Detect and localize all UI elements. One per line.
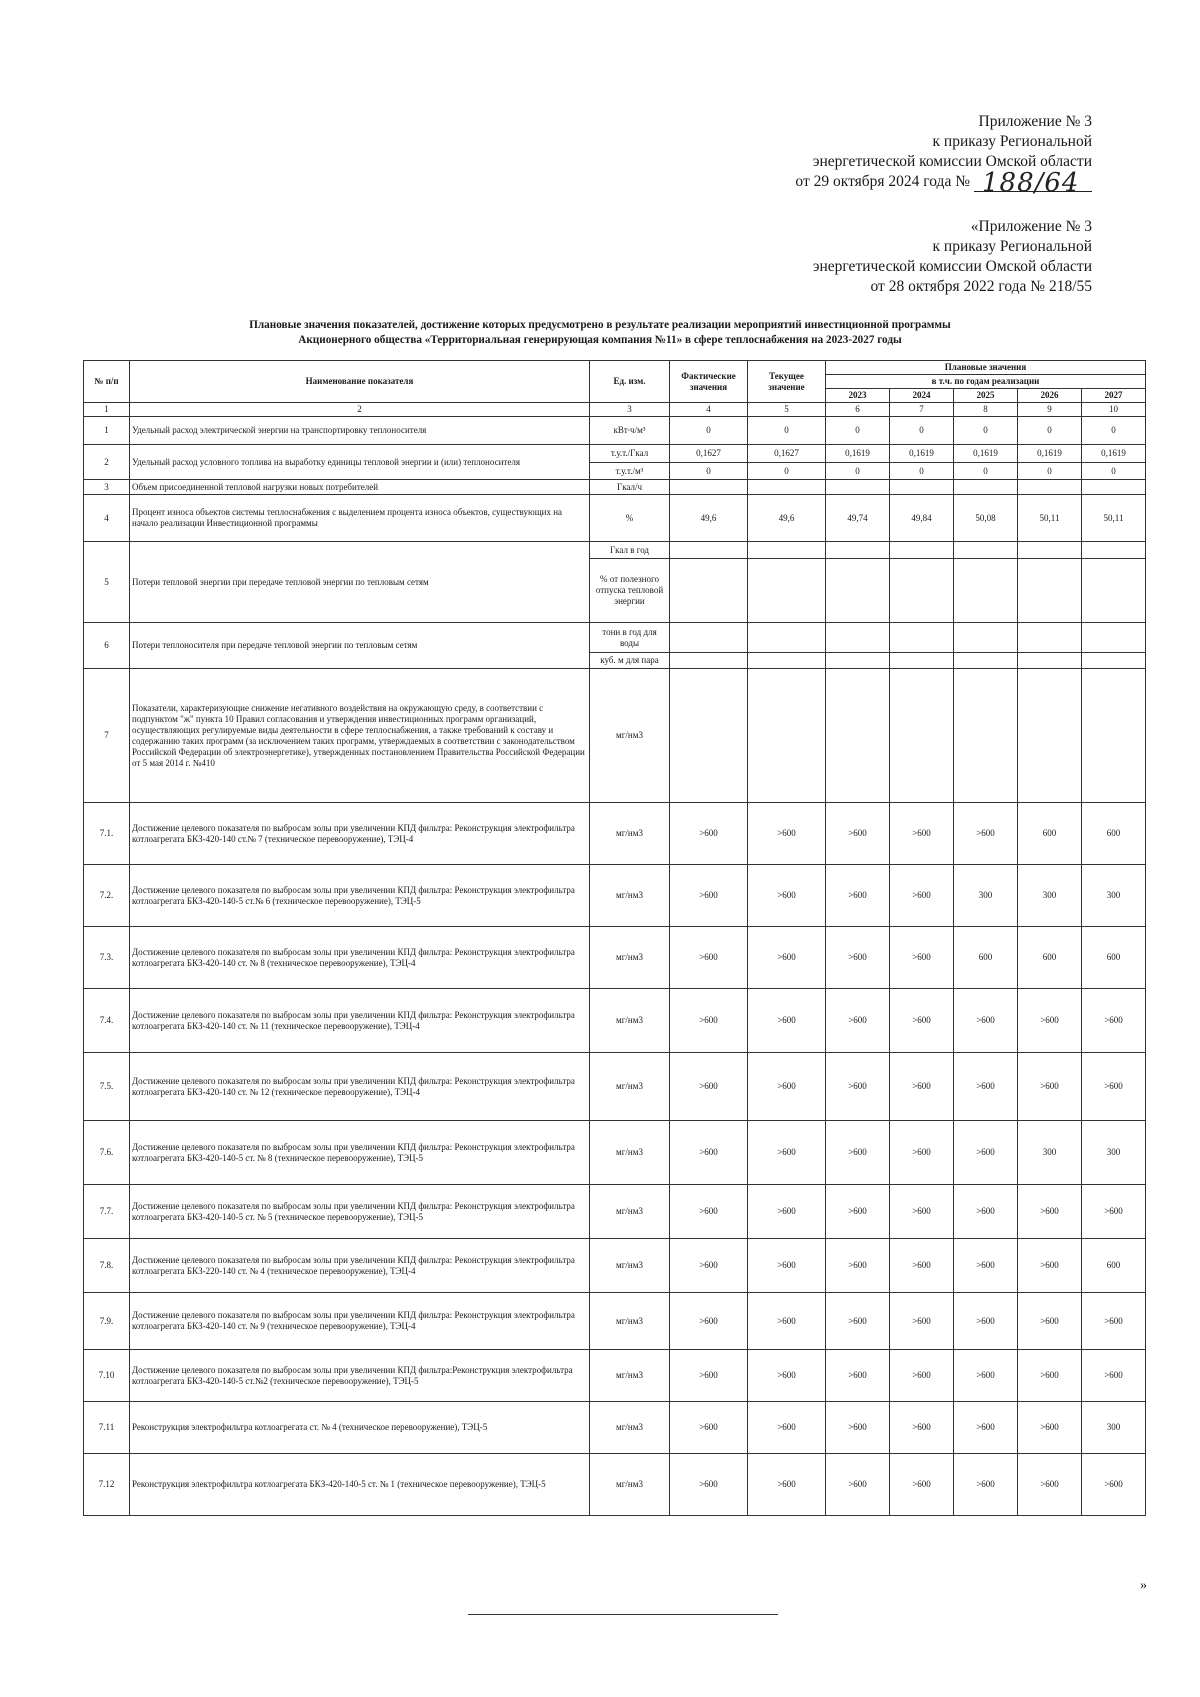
cell-2027 <box>1082 623 1146 653</box>
table-row <box>84 542 1146 559</box>
cell-fact <box>670 669 748 803</box>
cell-fact: >600 <box>670 927 748 989</box>
row-unit: мг/нм3 <box>590 989 670 1053</box>
footer-divider <box>468 1614 778 1615</box>
cell-2024: 0 <box>890 463 954 480</box>
col-number: 1 <box>84 403 130 417</box>
row-name: Показатели, характеризующие снижение негативного воздействия на окружающую среду, в соответствии с подпунктом "ж" пункта 10 Правил согласования и утверждения инвестиционных программ организаций, осуществляющих регулируемые виды деятельности в сфере теплоснабжения, а также требований к составу и содержанию таких программ (за исключением таких программ, утверждаемых в соответствии с законодательством Российской Федерации об электроэнергетике), утвержденных постановлением Правительства Российской Федерации от 5 мая 2014 г. №410 <box>130 669 590 803</box>
row-name: Достижение целевого показателя по выбросам золы при увеличении КПД фильтра: Реконструкция электрофильтра котлоагрегата БКЗ-420-140 ст. № 12 (техническое перевооружение), ТЭЦ-4 <box>130 1053 590 1121</box>
row-number: 7.12 <box>84 1454 130 1516</box>
handwritten-number: 188/64 <box>982 168 1080 198</box>
table-row <box>84 623 1146 653</box>
cell-2025 <box>954 623 1018 653</box>
cell-current: 0 <box>748 463 826 480</box>
cell-2026 <box>1018 559 1082 623</box>
cell-2024 <box>890 559 954 623</box>
header-year: 2027 <box>1082 389 1146 403</box>
col-number: 3 <box>590 403 670 417</box>
cell-2023: >600 <box>826 1053 890 1121</box>
row-name: Достижение целевого показателя по выбросам золы при увеличении КПД фильтра: Реконструкция электрофильтра котлоагрегата БКЗ-420-140 ст. № 8 (техническое перевооружение), ТЭЦ-4 <box>130 927 590 989</box>
table-row <box>84 1185 1146 1239</box>
cell-fact: 0,1627 <box>670 445 748 463</box>
cell-2024: >600 <box>890 1402 954 1454</box>
cell-2025: >600 <box>954 989 1018 1053</box>
cell-current <box>748 480 826 495</box>
table-row <box>84 989 1146 1053</box>
cell-current: >600 <box>748 1185 826 1239</box>
cell-2024: >600 <box>890 1239 954 1293</box>
row-name: Достижение целевого показателя по выбросам золы при увеличении КПД фильтра: Реконструкция электрофильтра котлоагрегата БКЗ-420-140 ст.№ 7 (техническое перевооружение), ТЭЦ-4 <box>130 803 590 865</box>
cell-2026: 600 <box>1018 803 1082 865</box>
cell-2023: >600 <box>826 865 890 927</box>
cell-2023 <box>826 542 890 559</box>
cell-2027 <box>1082 542 1146 559</box>
cell-fact: >600 <box>670 1053 748 1121</box>
header-year: 2025 <box>954 389 1018 403</box>
cell-2023: 0,1619 <box>826 445 890 463</box>
row-name: Достижение целевого показателя по выбросам золы при увеличении КПД фильтра: Реконструкция электрофильтра котлоагрегата БКЗ-420-140-5 ст. № 8 (техническое перевооружение), ТЭЦ-5 <box>130 1121 590 1185</box>
header-by-years: в т.ч. по годам реализации <box>826 375 1146 389</box>
header-line: к приказу Региональной <box>932 133 1092 150</box>
cell-2023: >600 <box>826 1185 890 1239</box>
cell-2023: >600 <box>826 803 890 865</box>
cell-current: 49,6 <box>748 495 826 542</box>
row-number: 7 <box>84 669 130 803</box>
row-unit: мг/нм3 <box>590 1454 670 1516</box>
cell-current: >600 <box>748 1402 826 1454</box>
cell-2024: >600 <box>890 865 954 927</box>
cell-fact: 0 <box>670 417 748 445</box>
cell-2027: 300 <box>1082 1121 1146 1185</box>
cell-2023: >600 <box>826 989 890 1053</box>
cell-fact: 0 <box>670 463 748 480</box>
cell-current <box>748 653 826 669</box>
cell-2023: >600 <box>826 1402 890 1454</box>
header-appendix-current <box>795 112 1092 198</box>
cell-2025 <box>954 653 1018 669</box>
row-name: Потери теплоносителя при передаче тепловой энергии по тепловым сетям <box>130 623 590 669</box>
row-number: 2 <box>84 445 130 480</box>
cell-fact: >600 <box>670 1350 748 1402</box>
row-unit: кВт∙ч/м³ <box>590 417 670 445</box>
cell-2025 <box>954 669 1018 803</box>
header-current: Текущее значение <box>748 361 826 403</box>
table-row <box>84 669 1146 803</box>
cell-2025: >600 <box>954 1121 1018 1185</box>
cell-2025: 0,1619 <box>954 445 1018 463</box>
closing-quote: » <box>1140 1578 1147 1593</box>
table-row <box>84 1293 1146 1350</box>
cell-2027: 0 <box>1082 463 1146 480</box>
cell-fact: >600 <box>670 1402 748 1454</box>
table-row <box>84 803 1146 865</box>
cell-2023 <box>826 480 890 495</box>
cell-2026: >600 <box>1018 1454 1082 1516</box>
row-unit: мг/нм3 <box>590 669 670 803</box>
cell-fact <box>670 559 748 623</box>
title-line: Акционерного общества «Территориальная генерирующая компания №11» в сфере теплоснабжения на 2023-2027 годы <box>298 334 902 346</box>
cell-current: >600 <box>748 1293 826 1350</box>
cell-current <box>748 623 826 653</box>
table-row <box>84 480 1146 495</box>
row-unit: Гкал в год <box>590 542 670 559</box>
row-unit: куб. м для пара <box>590 653 670 669</box>
row-name: Достижение целевого показателя по выбросам золы при увеличении КПД фильтра: Реконструкция электрофильтра котлоагрегата БКЗ-420-140 ст. № 9 (техническое перевооружение), ТЭЦ-4 <box>130 1293 590 1350</box>
cell-current: >600 <box>748 1239 826 1293</box>
cell-current: >600 <box>748 1121 826 1185</box>
cell-2024: >600 <box>890 1121 954 1185</box>
cell-2026: >600 <box>1018 1053 1082 1121</box>
cell-2025: 300 <box>954 865 1018 927</box>
cell-2023 <box>826 653 890 669</box>
cell-2023 <box>826 669 890 803</box>
row-unit: Гкал/ч <box>590 480 670 495</box>
cell-2024: 49,84 <box>890 495 954 542</box>
cell-2024 <box>890 653 954 669</box>
cell-2023: 0 <box>826 463 890 480</box>
cell-2025: >600 <box>954 1350 1018 1402</box>
col-number: 7 <box>890 403 954 417</box>
indicators-table <box>83 360 1146 1516</box>
cell-2026 <box>1018 623 1082 653</box>
row-unit: т.у.т./м³ <box>590 463 670 480</box>
cell-fact: >600 <box>670 1121 748 1185</box>
cell-fact: >600 <box>670 865 748 927</box>
cell-2024 <box>890 623 954 653</box>
row-unit: мг/нм3 <box>590 1053 670 1121</box>
col-number: 8 <box>954 403 1018 417</box>
cell-2026: >600 <box>1018 1402 1082 1454</box>
table-row <box>84 1454 1146 1516</box>
cell-2024: >600 <box>890 803 954 865</box>
header-line: энергетической комиссии Омской области <box>812 258 1092 275</box>
cell-fact <box>670 480 748 495</box>
cell-2025: 0 <box>954 417 1018 445</box>
cell-2027: 0 <box>1082 417 1146 445</box>
row-number: 7.9. <box>84 1293 130 1350</box>
header-line: «Приложение № 3 <box>970 218 1092 235</box>
row-name: Реконструкция электрофильтра котлоагрегата ст. № 4 (техническое перевооружение), ТЭЦ-5 <box>130 1402 590 1454</box>
header-unit: Ед. изм. <box>590 361 670 403</box>
row-unit: мг/нм3 <box>590 803 670 865</box>
cell-2023: 49,74 <box>826 495 890 542</box>
header-year: 2024 <box>890 389 954 403</box>
cell-2023: >600 <box>826 1293 890 1350</box>
cell-2026 <box>1018 653 1082 669</box>
cell-2025 <box>954 542 1018 559</box>
cell-2026: 300 <box>1018 865 1082 927</box>
row-name: Объем присоединенной тепловой нагрузки новых потребителей <box>130 480 590 495</box>
cell-2027: >600 <box>1082 1185 1146 1239</box>
cell-2027: 50,11 <box>1082 495 1146 542</box>
row-unit: мг/нм3 <box>590 1121 670 1185</box>
row-number: 1 <box>84 417 130 445</box>
row-name: Достижение целевого показателя по выбросам золы при увеличении КПД фильтра:Реконструкция электрофильтра котлоагрегата БКЗ-420-140-5 ст.№2 (техническое перевооружение), ТЭЦ-5 <box>130 1350 590 1402</box>
cell-2025: 600 <box>954 927 1018 989</box>
cell-2027: 300 <box>1082 1402 1146 1454</box>
cell-current <box>748 559 826 623</box>
row-number: 7.10 <box>84 1350 130 1402</box>
cell-current <box>748 542 826 559</box>
cell-2027: 300 <box>1082 865 1146 927</box>
cell-2023: >600 <box>826 1239 890 1293</box>
cell-2024: 0 <box>890 417 954 445</box>
table-row <box>84 1350 1146 1402</box>
cell-2024: >600 <box>890 1350 954 1402</box>
cell-2027: >600 <box>1082 1293 1146 1350</box>
cell-2026 <box>1018 669 1082 803</box>
cell-2024: >600 <box>890 1185 954 1239</box>
cell-2027 <box>1082 480 1146 495</box>
col-number: 2 <box>130 403 590 417</box>
col-number: 10 <box>1082 403 1146 417</box>
row-unit: мг/нм3 <box>590 865 670 927</box>
header-num: № п/п <box>84 361 130 403</box>
row-number: 6 <box>84 623 130 669</box>
cell-2026: 0,1619 <box>1018 445 1082 463</box>
cell-2024: >600 <box>890 1053 954 1121</box>
cell-fact: 49,6 <box>670 495 748 542</box>
cell-current: >600 <box>748 865 826 927</box>
header-line: от 28 октября 2022 года № 218/55 <box>870 278 1092 295</box>
row-number: 7.3. <box>84 927 130 989</box>
row-unit: % <box>590 495 670 542</box>
cell-2026: >600 <box>1018 1239 1082 1293</box>
table-row <box>84 865 1146 927</box>
row-name: Потери тепловой энергии при передаче тепловой энергии по тепловым сетям <box>130 542 590 623</box>
row-name: Процент износа объектов системы теплоснабжения с выделением процента износа объектов, существующих на начало реализации Инвестиционной программы <box>130 495 590 542</box>
row-number: 3 <box>84 480 130 495</box>
row-unit: % от полезного отпуска тепловой энергии <box>590 559 670 623</box>
cell-2027: >600 <box>1082 1350 1146 1402</box>
cell-2024: >600 <box>890 1454 954 1516</box>
cell-2025: >600 <box>954 1185 1018 1239</box>
row-unit: тонн в год для воды <box>590 623 670 653</box>
cell-fact: >600 <box>670 803 748 865</box>
cell-2026: >600 <box>1018 989 1082 1053</box>
header-year: 2026 <box>1018 389 1082 403</box>
col-number: 9 <box>1018 403 1082 417</box>
cell-2025: 50,08 <box>954 495 1018 542</box>
cell-2027: >600 <box>1082 1053 1146 1121</box>
header-line: энергетической комиссии Омской области <box>812 153 1092 170</box>
cell-2025: >600 <box>954 1454 1018 1516</box>
cell-current: 0,1627 <box>748 445 826 463</box>
cell-2026 <box>1018 542 1082 559</box>
header-line: к приказу Региональной <box>932 238 1092 255</box>
cell-2026: 600 <box>1018 927 1082 989</box>
row-unit: мг/нм3 <box>590 1293 670 1350</box>
cell-2025 <box>954 559 1018 623</box>
header-line <box>795 168 1092 198</box>
row-number: 5 <box>84 542 130 623</box>
cell-current: >600 <box>748 927 826 989</box>
cell-current: >600 <box>748 1053 826 1121</box>
cell-fact: >600 <box>670 989 748 1053</box>
row-unit: мг/нм3 <box>590 927 670 989</box>
cell-2023 <box>826 559 890 623</box>
cell-2027: 0,1619 <box>1082 445 1146 463</box>
cell-2023: >600 <box>826 927 890 989</box>
row-name: Достижение целевого показателя по выбросам золы при увеличении КПД фильтра: Реконструкция электрофильтра котлоагрегата БКЗ-420-140 ст. № 11 (техническое перевооружение), ТЭЦ-4 <box>130 989 590 1053</box>
row-number: 7.1. <box>84 803 130 865</box>
cell-fact: >600 <box>670 1293 748 1350</box>
cell-2024: >600 <box>890 989 954 1053</box>
header-appendix-original <box>813 217 1092 297</box>
order-date-text: от 29 октября 2024 года № <box>795 173 970 190</box>
row-unit: мг/нм3 <box>590 1350 670 1402</box>
cell-2025: >600 <box>954 1293 1018 1350</box>
row-number: 7.5. <box>84 1053 130 1121</box>
row-number: 7.6. <box>84 1121 130 1185</box>
table-row <box>84 417 1146 445</box>
cell-2027 <box>1082 669 1146 803</box>
row-number: 7.2. <box>84 865 130 927</box>
header-fact: Фактические значения <box>670 361 748 403</box>
table-row <box>84 1402 1146 1454</box>
row-name: Реконструкция электрофильтра котлоагрегата БКЗ-420-140-5 ст. № 1 (техническое перевооружение), ТЭЦ-5 <box>130 1454 590 1516</box>
header-name: Наименование показателя <box>130 361 590 403</box>
cell-2027: 600 <box>1082 803 1146 865</box>
table-row <box>84 927 1146 989</box>
row-number: 7.8. <box>84 1239 130 1293</box>
column-numbers-row <box>84 403 1146 417</box>
row-number: 7.4. <box>84 989 130 1053</box>
header-line: Приложение № 3 <box>978 113 1092 130</box>
cell-2024 <box>890 480 954 495</box>
cell-current: 0 <box>748 417 826 445</box>
cell-current: >600 <box>748 1454 826 1516</box>
cell-fact <box>670 653 748 669</box>
cell-fact: >600 <box>670 1454 748 1516</box>
cell-2025: >600 <box>954 1239 1018 1293</box>
cell-2023: >600 <box>826 1454 890 1516</box>
row-number: 7.11 <box>84 1402 130 1454</box>
cell-2023 <box>826 623 890 653</box>
cell-current: >600 <box>748 803 826 865</box>
cell-2024: >600 <box>890 927 954 989</box>
cell-fact <box>670 542 748 559</box>
col-number: 4 <box>670 403 748 417</box>
cell-2025 <box>954 480 1018 495</box>
cell-2025: >600 <box>954 1402 1018 1454</box>
col-number: 6 <box>826 403 890 417</box>
row-unit: т.у.т./Гкал <box>590 445 670 463</box>
col-number: 5 <box>748 403 826 417</box>
row-name: Удельный расход условного топлива на выработку единицы тепловой энергии и (или) теплоносителя <box>130 445 590 480</box>
cell-2026: 0 <box>1018 417 1082 445</box>
cell-2024 <box>890 542 954 559</box>
cell-2025: >600 <box>954 803 1018 865</box>
row-unit: мг/нм3 <box>590 1239 670 1293</box>
row-unit: мг/нм3 <box>590 1185 670 1239</box>
table-row <box>84 495 1146 542</box>
cell-current: >600 <box>748 1350 826 1402</box>
cell-2023: >600 <box>826 1350 890 1402</box>
table-row <box>84 1121 1146 1185</box>
cell-current: >600 <box>748 989 826 1053</box>
cell-fact: >600 <box>670 1185 748 1239</box>
cell-2026: 50,11 <box>1018 495 1082 542</box>
cell-fact <box>670 623 748 653</box>
row-unit: мг/нм3 <box>590 1402 670 1454</box>
cell-2026 <box>1018 480 1082 495</box>
row-name: Достижение целевого показателя по выбросам золы при увеличении КПД фильтра: Реконструкция электрофильтра котлоагрегата БКЗ-220-140 ст. № 4 (техническое перевооружение), ТЭЦ-4 <box>130 1239 590 1293</box>
cell-2026: >600 <box>1018 1185 1082 1239</box>
cell-2026: 300 <box>1018 1121 1082 1185</box>
cell-2025: 0 <box>954 463 1018 480</box>
cell-2027 <box>1082 559 1146 623</box>
table-row <box>84 1239 1146 1293</box>
cell-2026: >600 <box>1018 1293 1082 1350</box>
cell-2026: >600 <box>1018 1350 1082 1402</box>
cell-current <box>748 669 826 803</box>
cell-2027 <box>1082 653 1146 669</box>
table-row <box>84 1053 1146 1121</box>
cell-2024 <box>890 669 954 803</box>
cell-2027: >600 <box>1082 1454 1146 1516</box>
cell-2027: >600 <box>1082 989 1146 1053</box>
header-year: 2023 <box>826 389 890 403</box>
cell-2024: 0,1619 <box>890 445 954 463</box>
row-name: Удельный расход электрической энергии на транспортировку теплоносителя <box>130 417 590 445</box>
cell-2027: 600 <box>1082 927 1146 989</box>
header-plan: Плановые значения <box>826 361 1146 375</box>
row-number: 7.7. <box>84 1185 130 1239</box>
cell-2025: >600 <box>954 1053 1018 1121</box>
order-number-signature <box>974 168 1092 198</box>
row-name: Достижение целевого показателя по выбросам золы при увеличении КПД фильтра: Реконструкция электрофильтра котлоагрегата БКЗ-420-140-5 ст. № 5 (техническое перевооружение), ТЭЦ-5 <box>130 1185 590 1239</box>
cell-2027: 600 <box>1082 1239 1146 1293</box>
cell-fact: >600 <box>670 1239 748 1293</box>
cell-2023: >600 <box>826 1121 890 1185</box>
row-number: 4 <box>84 495 130 542</box>
table-row <box>84 445 1146 463</box>
cell-2023: 0 <box>826 417 890 445</box>
row-name: Достижение целевого показателя по выбросам золы при увеличении КПД фильтра: Реконструкция электрофильтра котлоагрегата БКЗ-420-140-5 ст.№ 6 (техническое перевооружение), ТЭЦ-5 <box>130 865 590 927</box>
title-line: Плановые значения показателей, достижение которых предусмотрено в результате реализации мероприятий инвестиционной программы <box>249 319 951 331</box>
cell-2026: 0 <box>1018 463 1082 480</box>
cell-2024: >600 <box>890 1293 954 1350</box>
document-title <box>150 318 1050 348</box>
